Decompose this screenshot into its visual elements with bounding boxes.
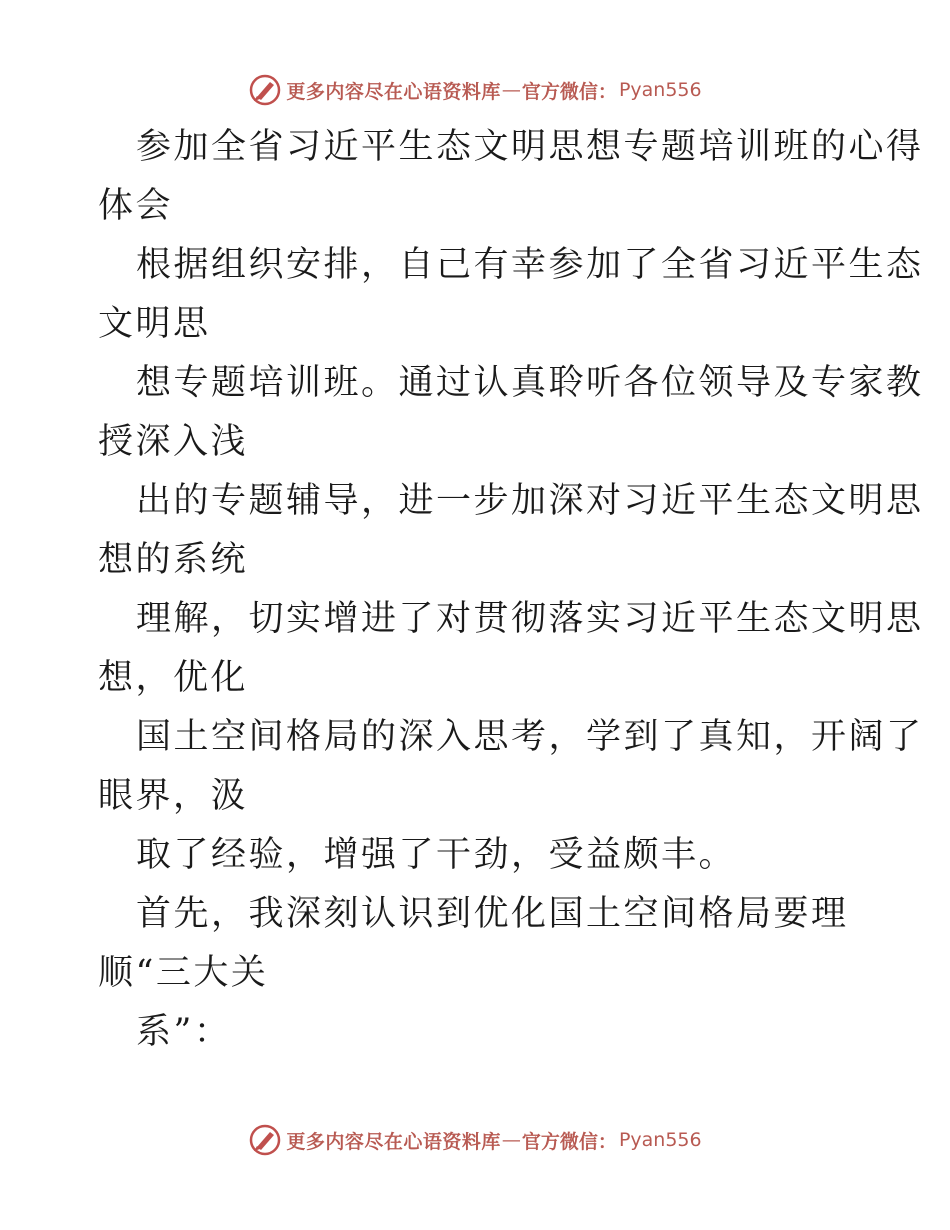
watermark-text: 更多内容尽在心语资料库: [286, 80, 501, 103]
paragraph-line: 眼界，汲: [98, 776, 249, 816]
seal-logo-icon: [248, 73, 282, 107]
title-line-1: 参加全省习近平生态文明思想专题培训班的心得: [136, 127, 924, 167]
paragraph-line: 系”：: [136, 1012, 232, 1052]
wechat-label: 官方微信：: [521, 1130, 617, 1153]
paragraph-line: 首先，我深刻认识到优化国土空间格局要理: [136, 894, 849, 934]
paragraph-line: 根据组织安排，自己有幸参加了全省习近平生态: [136, 245, 924, 285]
watermark-dash: —: [501, 1129, 521, 1151]
paragraph-line: 取了经验，增强了干劲，受益颇丰。: [136, 835, 737, 875]
paragraph-line: 国土空间格局的深入思考，学到了真知，开阔了: [136, 717, 924, 757]
title-line-2: 体会: [98, 186, 174, 226]
paragraph-line: 想专题培训班。通过认真聆听各位领导及专家教: [136, 363, 924, 403]
paragraph-line: 出的专题辅导，进一步加深对习近平生态文明思: [136, 481, 924, 521]
paragraph-line: 文明思: [98, 304, 211, 344]
header-watermark: [0, 68, 950, 112]
paragraph-line: 顺“三大关: [98, 953, 269, 993]
paragraph-line: 想的系统: [98, 540, 249, 580]
seal-logo-icon: [248, 1123, 282, 1157]
footer-watermark: [0, 1118, 950, 1162]
paragraph-line: 想，优化: [98, 658, 249, 698]
wechat-label: 官方微信：: [521, 80, 617, 103]
paragraph-line: 理解，切实增进了对贯彻落实习近平生态文明思: [136, 599, 924, 639]
watermark-text: 更多内容尽在心语资料库: [286, 1130, 501, 1153]
watermark-dash: —: [501, 79, 521, 101]
wechat-id: Pyan556: [618, 1129, 702, 1151]
paragraph-line: 授深入浅: [98, 422, 249, 462]
wechat-id: Pyan556: [618, 79, 702, 101]
